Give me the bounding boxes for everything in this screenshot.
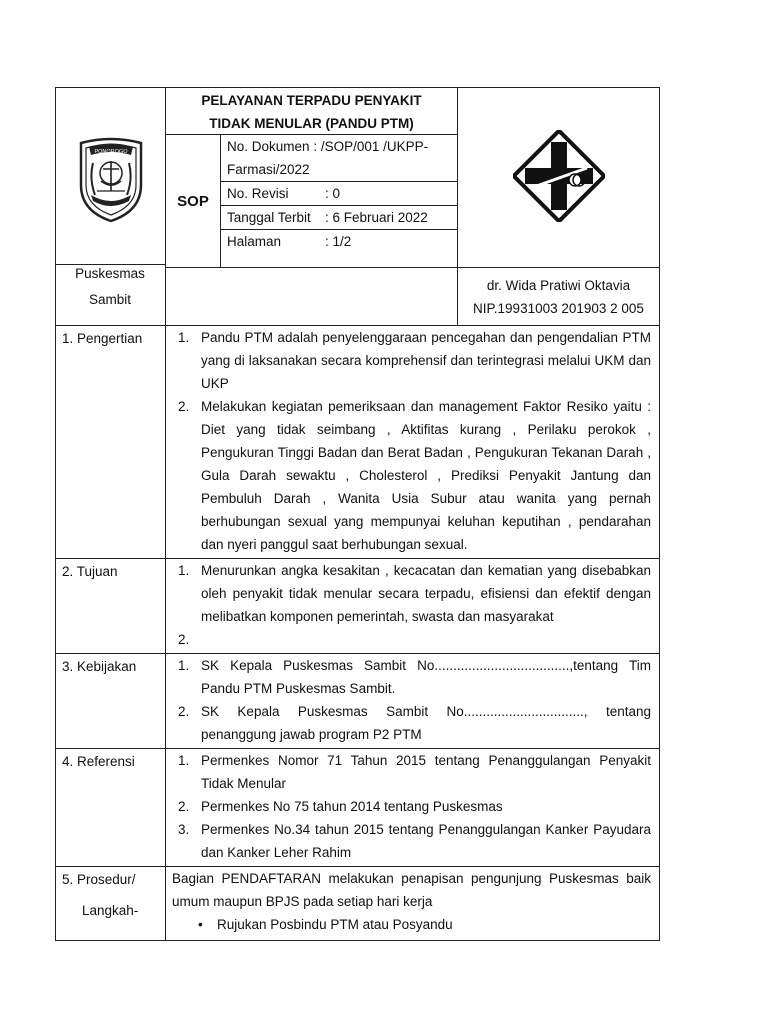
- puskesmas-label: [55, 260, 165, 313]
- section-label-kebijakan: 3. Kebijakan: [56, 654, 166, 749]
- emblem-divider: [55, 264, 165, 265]
- puskesmas-name-line2: Sambit: [88, 292, 132, 307]
- sop-table: [55, 87, 660, 941]
- list-item: [172, 818, 651, 864]
- meta-value: : 0: [325, 186, 341, 201]
- meta-label: Halaman: [227, 234, 282, 249]
- health-logo-cell: [458, 88, 660, 268]
- item-number: 2.: [178, 399, 190, 414]
- item-number: 1.: [178, 330, 190, 345]
- meta-value: : 6 Februari 2022: [325, 210, 428, 225]
- signer-name: dr. Wida Pratiwi Oktavia: [486, 277, 631, 293]
- meta-row-date: [221, 206, 457, 230]
- list-item: [172, 395, 651, 556]
- list-item: [172, 559, 651, 628]
- list-item: [172, 700, 651, 746]
- item-text: SK Kepala Puskesmas Sambit No....................................,tentang Tim Pandu PTM Puskesmas Sambit.: [201, 658, 651, 696]
- prosedur-label-line2: Langkah-: [82, 903, 139, 918]
- item-text: Melakukan kegiatan pemeriksaan dan management Faktor Resiko yaitu : Diet yang tidak seimbang , Aktifitas kurang , Perilaku perokok , Pengukuran Tinggi Badan dan Berat Badan , Pengukuran Tekanan Darah , Gula Darah sewaktu , Cholesterol , Prediksi Penyakit Jantung dan Pembuluh Darah , Wanita Usia Subur atau wanita yang pernah berhubungan sexual yang mempunyai keluhan keputihan , pendarahan dan nyeri panggul saat berhubungan sexual.: [201, 399, 651, 552]
- meta-value: : 1/2: [325, 234, 352, 249]
- meta-row-revision: [221, 182, 457, 206]
- item-text: Permenkes No.34 tahun 2015 tentang Penanggulangan Kanker Payudara dan Kanker Leher Rahim: [201, 822, 651, 860]
- blank-header-cell: [166, 268, 458, 326]
- prosedur-intro: Bagian PENDAFTARAN melakukan penapisan pengunjung Puskesmas baik umum maupun BPJS pada setiap hari kerja: [172, 871, 651, 909]
- ponorogo-emblem-icon: [73, 133, 149, 223]
- list-item: [172, 795, 651, 818]
- signer-cell: [458, 268, 660, 326]
- meta-label: No. Dokumen: [227, 139, 310, 154]
- item-text: Permenkes Nomor 71 Tahun 2015 tentang Penanggulangan Penyakit Tidak Menular: [201, 753, 651, 791]
- item-number: 2.: [178, 632, 190, 647]
- item-number: 1.: [178, 563, 190, 578]
- section-label-tujuan: 2. Tujuan: [56, 559, 166, 654]
- doc-title-line2: TIDAK MENULAR (PANDU PTM): [209, 116, 414, 131]
- item-text: Menurunkan angka kesakitan , kecacatan dan kematian yang disebabkan oleh penyakit tidak menular secara terpadu, efisiensi dan efektif dengan melibatkan komponen pemerintah, swasta dan masyarakat: [201, 563, 651, 624]
- puskesmas-cross-logo-icon: [513, 130, 605, 222]
- meta-value: : /SOP/001 /UKPP-Farmasi/2022: [227, 139, 429, 177]
- emblem-lettering: PONOROGO: [93, 149, 128, 155]
- item-text: Rujukan Posbindu PTM atau Posyandu: [217, 917, 453, 932]
- list-item: [172, 654, 651, 700]
- section-body-kebijakan: [166, 654, 660, 749]
- title-block: [166, 88, 458, 268]
- section-label-referensi: 4. Referensi: [56, 749, 166, 867]
- section-body-referensi: [166, 749, 660, 867]
- meta-label: No. Revisi: [227, 186, 289, 201]
- item-text: SK Kepala Puskesmas Sambit No................................, tentang penanggung jawab program P2 PTM: [201, 704, 651, 742]
- puskesmas-name-line1: Puskesmas: [75, 266, 145, 281]
- meta-row-page: [221, 230, 457, 268]
- prosedur-label-line1: 5. Prosedur/: [62, 872, 136, 887]
- meta-label: Tanggal Terbit: [227, 210, 311, 225]
- item-text: Pandu PTM adalah penyelenggaraan pencegahan dan pengendalian PTM yang di laksanakan secara komprehensif dan terintegrasi melalui UKM dan UKP: [201, 330, 651, 391]
- sop-document: [55, 87, 659, 941]
- bullet-icon: •: [198, 917, 203, 932]
- section-body-prosedur: [166, 867, 660, 941]
- section-label-pengertian: 1. Pengertian: [56, 326, 166, 559]
- item-text: Permenkes No 75 tahun 2014 tentang Puskesmas: [201, 799, 503, 814]
- signer-nip: NIP.19931003 201903 2 005: [473, 300, 644, 316]
- list-item: [172, 326, 651, 395]
- section-label-prosedur: [56, 867, 166, 941]
- item-number: 2.: [178, 704, 190, 719]
- list-item: [172, 913, 651, 936]
- section-body-tujuan: [166, 559, 660, 654]
- section-body-pengertian: [166, 326, 660, 559]
- item-number: 3.: [178, 822, 190, 837]
- sop-label: SOP: [166, 135, 221, 267]
- item-number: 2.: [178, 799, 190, 814]
- item-number: 1.: [178, 753, 190, 768]
- doc-title-line1: PELAYANAN TERPADU PENYAKIT: [201, 93, 422, 108]
- item-number: 1.: [178, 658, 190, 673]
- meta-row-document: [221, 135, 457, 182]
- list-item: [172, 749, 651, 795]
- list-item: [172, 628, 651, 651]
